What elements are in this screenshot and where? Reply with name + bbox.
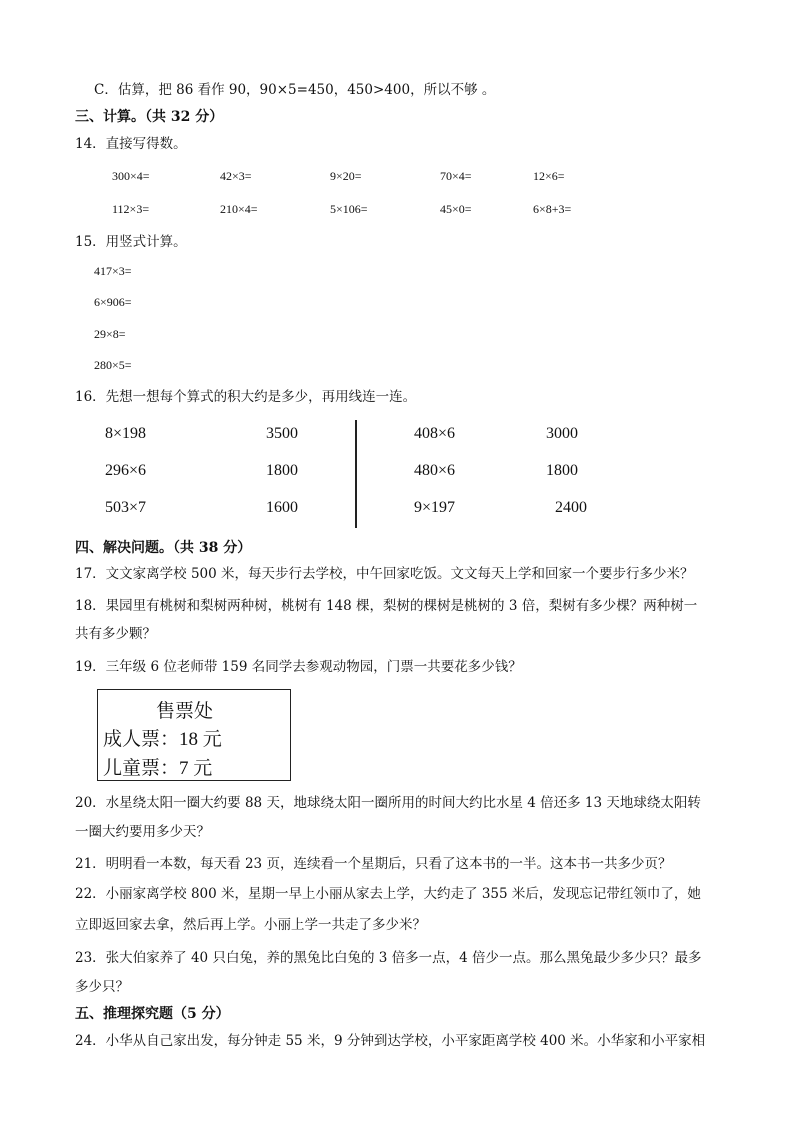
q15-item: 29×8=	[94, 327, 126, 341]
section-4-heading: 四、解决问题。（共 38 分）	[75, 540, 252, 556]
question-15: 15．用竖式计算。	[75, 234, 187, 250]
q16-right-expr: 9×197	[414, 499, 456, 516]
q14-item: 6×8+3=	[533, 202, 572, 216]
q14-item: 70×4=	[440, 169, 472, 183]
q16-left-expr: 8×198	[105, 425, 147, 442]
q14-item: 42×3=	[220, 169, 252, 183]
q16-left-value: 1800	[266, 462, 298, 479]
question-18-line1: 18．果园里有桃树和梨树两种树，桃树有 148 棵，梨树的棵树是桃树的 3 倍，梨树有多少棵？两种树一	[75, 598, 698, 614]
question-21: 21．明明看一本数，每天看 23 页，连续看一个星期后，只看了这本书的一半。这本书一共多少页？	[75, 856, 672, 872]
q15-item: 417×3=	[94, 264, 132, 278]
question-19: 19．三年级 6 位老师带 159 名同学去参观动物园，门票一共要花多少钱？	[75, 659, 522, 675]
q15-item: 280×5=	[94, 358, 132, 372]
question-22-line2: 立即返回家去拿，然后再上学。小丽上学一共走了多少米？	[75, 917, 426, 933]
q16-right-value: 1800	[546, 462, 578, 479]
question-20-line1: 20．水星绕太阳一圈大约要 88 天，地球绕太阳一圈所用的时间大约比水星 4 倍还多 13 天地球绕太阳转	[75, 795, 701, 811]
q16-right-value: 2400	[555, 499, 587, 516]
q16-left-value: 1600	[266, 499, 298, 516]
q16-left-expr: 503×7	[105, 499, 147, 516]
section-5-heading: 五、推理探究题（5 分）	[75, 1006, 230, 1022]
q16-right-expr: 408×6	[414, 425, 456, 442]
ticket-adult-price: 成人票：18 元	[103, 729, 222, 750]
section-3-heading: 三、计算。（共 32 分）	[75, 109, 224, 125]
question-24: 24．小华从自己家出发，每分钟走 55 米，9 分钟到达学校，小平家距离学校 400 米。小华家和小平家相	[75, 1033, 706, 1049]
ticket-title: 售票处	[156, 701, 214, 722]
q14-item: 300×4=	[112, 169, 150, 183]
question-22-line1: 22．小丽家离学校 800 米，星期一早上小丽从家去上学，大约走了 355 米后，发现忘记带红领巾了，她	[75, 886, 701, 902]
q14-item: 45×0=	[440, 202, 472, 216]
q14-item: 12×6=	[533, 169, 565, 183]
q16-left-expr: 296×6	[105, 462, 147, 479]
q14-item: 9×20=	[330, 169, 362, 183]
question-18-line2: 共有多少颗？	[75, 626, 156, 642]
question-23-line1: 23．张大伯家养了 40 只白兔，养的黑兔比白兔的 3 倍多一点，4 倍少一点。那么黑兔最少多少只？最多	[75, 950, 702, 966]
q16-right-expr: 480×6	[414, 462, 456, 479]
q16-divider	[355, 420, 357, 528]
q14-item: 5×106=	[330, 202, 368, 216]
option-c: C．估算，把 86 看作 90，90×5=450，450>400，所以不够 。	[94, 82, 496, 98]
question-23-line2: 多少只？	[75, 979, 129, 995]
q14-item: 112×3=	[112, 202, 150, 216]
question-14: 14．直接写得数。	[75, 136, 187, 152]
question-20-line2: 一圈大约要用多少天？	[75, 824, 210, 840]
q15-item: 6×906=	[94, 295, 132, 309]
ticket-child-price: 儿童票：7 元	[103, 758, 213, 779]
q16-left-value: 3500	[266, 425, 298, 442]
q14-item: 210×4=	[220, 202, 258, 216]
question-17: 17．文文家离学校 500 米，每天步行去学校，中午回家吃饭。文文每天上学和回家一个要步行多少米？	[75, 566, 694, 582]
question-16: 16．先想一想每个算式的积大约是多少，再用线连一连。	[75, 389, 417, 405]
q16-right-value: 3000	[546, 425, 578, 442]
ticket-office-box	[97, 689, 291, 781]
